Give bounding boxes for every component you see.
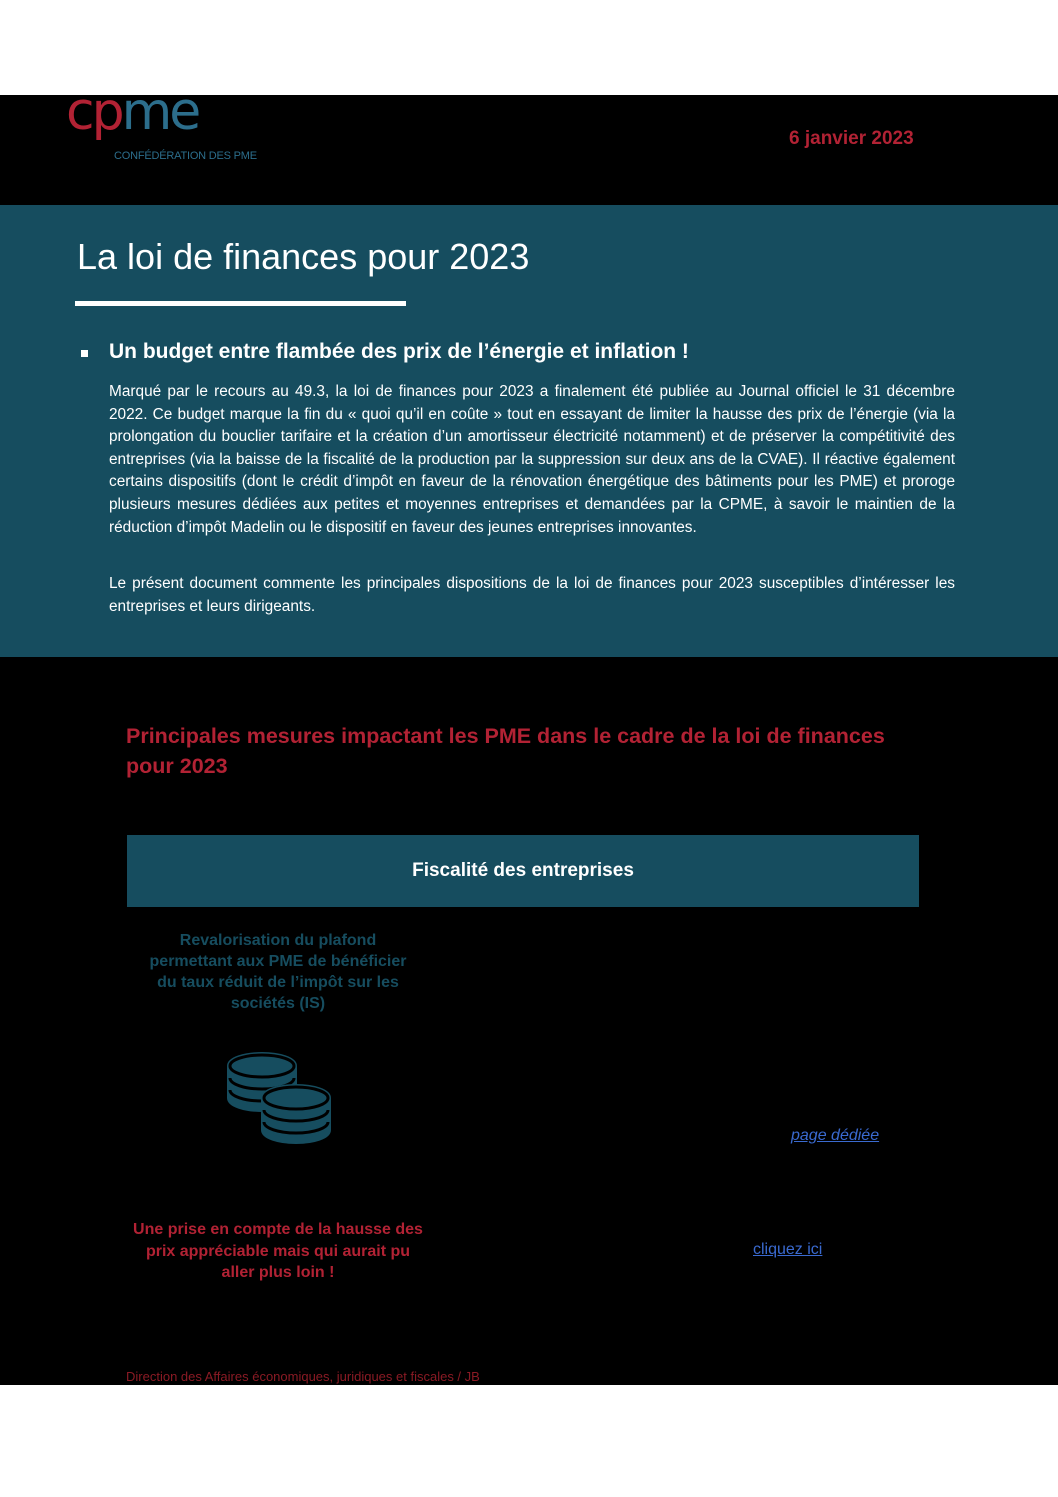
logo-subtitle: CONFÉDÉRATION DES PME [114,150,257,162]
title-underline [75,301,406,306]
logo-wordmark: cpme [66,82,199,142]
document-title: La loi de finances pour 2023 [77,236,530,277]
cpme-logo [66,82,281,170]
intro-paragraph: Marqué par le recours au 49.3, la loi de finances pour 2023 a finalement été publiée au Journal officiel le 31 décembre 2022. Ce budget marque la fin du « quoi qu’il en coûte » tout en essayant de limiter la hausse des prix de l’énergie (via la prolongation du bouclier tarifaire et la création d’un amortisseur électricité notamment) et de préserver la compétitivité des entreprises (via la baisse de la fiscalité de la production par la suppression sur deux ans de la CVAE). Il réactive également certains dispositifs (dont le crédit d’impôt en faveur de la rénovation énergétique des bâtiments pour les PME) et proroge plusieurs mesures dédiées aux petites et moyennes entreprises et demandées par la CPME, à savoir le maintien de la réduction d’impôt Madelin ou le dispositif en faveur des jeunes entreprises innovantes. [109,383,955,536]
category-header [127,835,919,907]
section-heading: Un budget entre flambée des prix de l’énergie et inflation ! [109,340,689,363]
measures-title: Principales mesures impactant les PME dans le cadre de la loi de finances pour 2023 [126,724,885,778]
publication-date: 6 janvier 2023 [789,128,914,149]
measure-card-title: Revalorisation du plafond permettant aux PME de bénéficier du taux réduit de l’impôt sur les sociétés (IS) [149,932,407,1012]
category-label: Fiscalité des entreprises [412,860,634,881]
footer-credit: Direction des Affaires économiques, juridiques et fiscales / JB [126,1369,480,1384]
scope-paragraph: Le présent document commente les principales dispositions de la loi de finances pour 2023 susceptibles d’intéresser les entreprises et leurs dirigeants. [109,575,955,615]
coins-icon [222,1048,336,1144]
measure-verdict: Une prise en compte de la hausse des prix appréciable mais qui aurait pu aller plus loin ! [133,1221,423,1281]
dedicated-page-link[interactable]: page dédiée [791,1127,880,1144]
bullet-square-icon [81,350,88,357]
click-here-link[interactable]: cliquez ici [753,1241,823,1258]
